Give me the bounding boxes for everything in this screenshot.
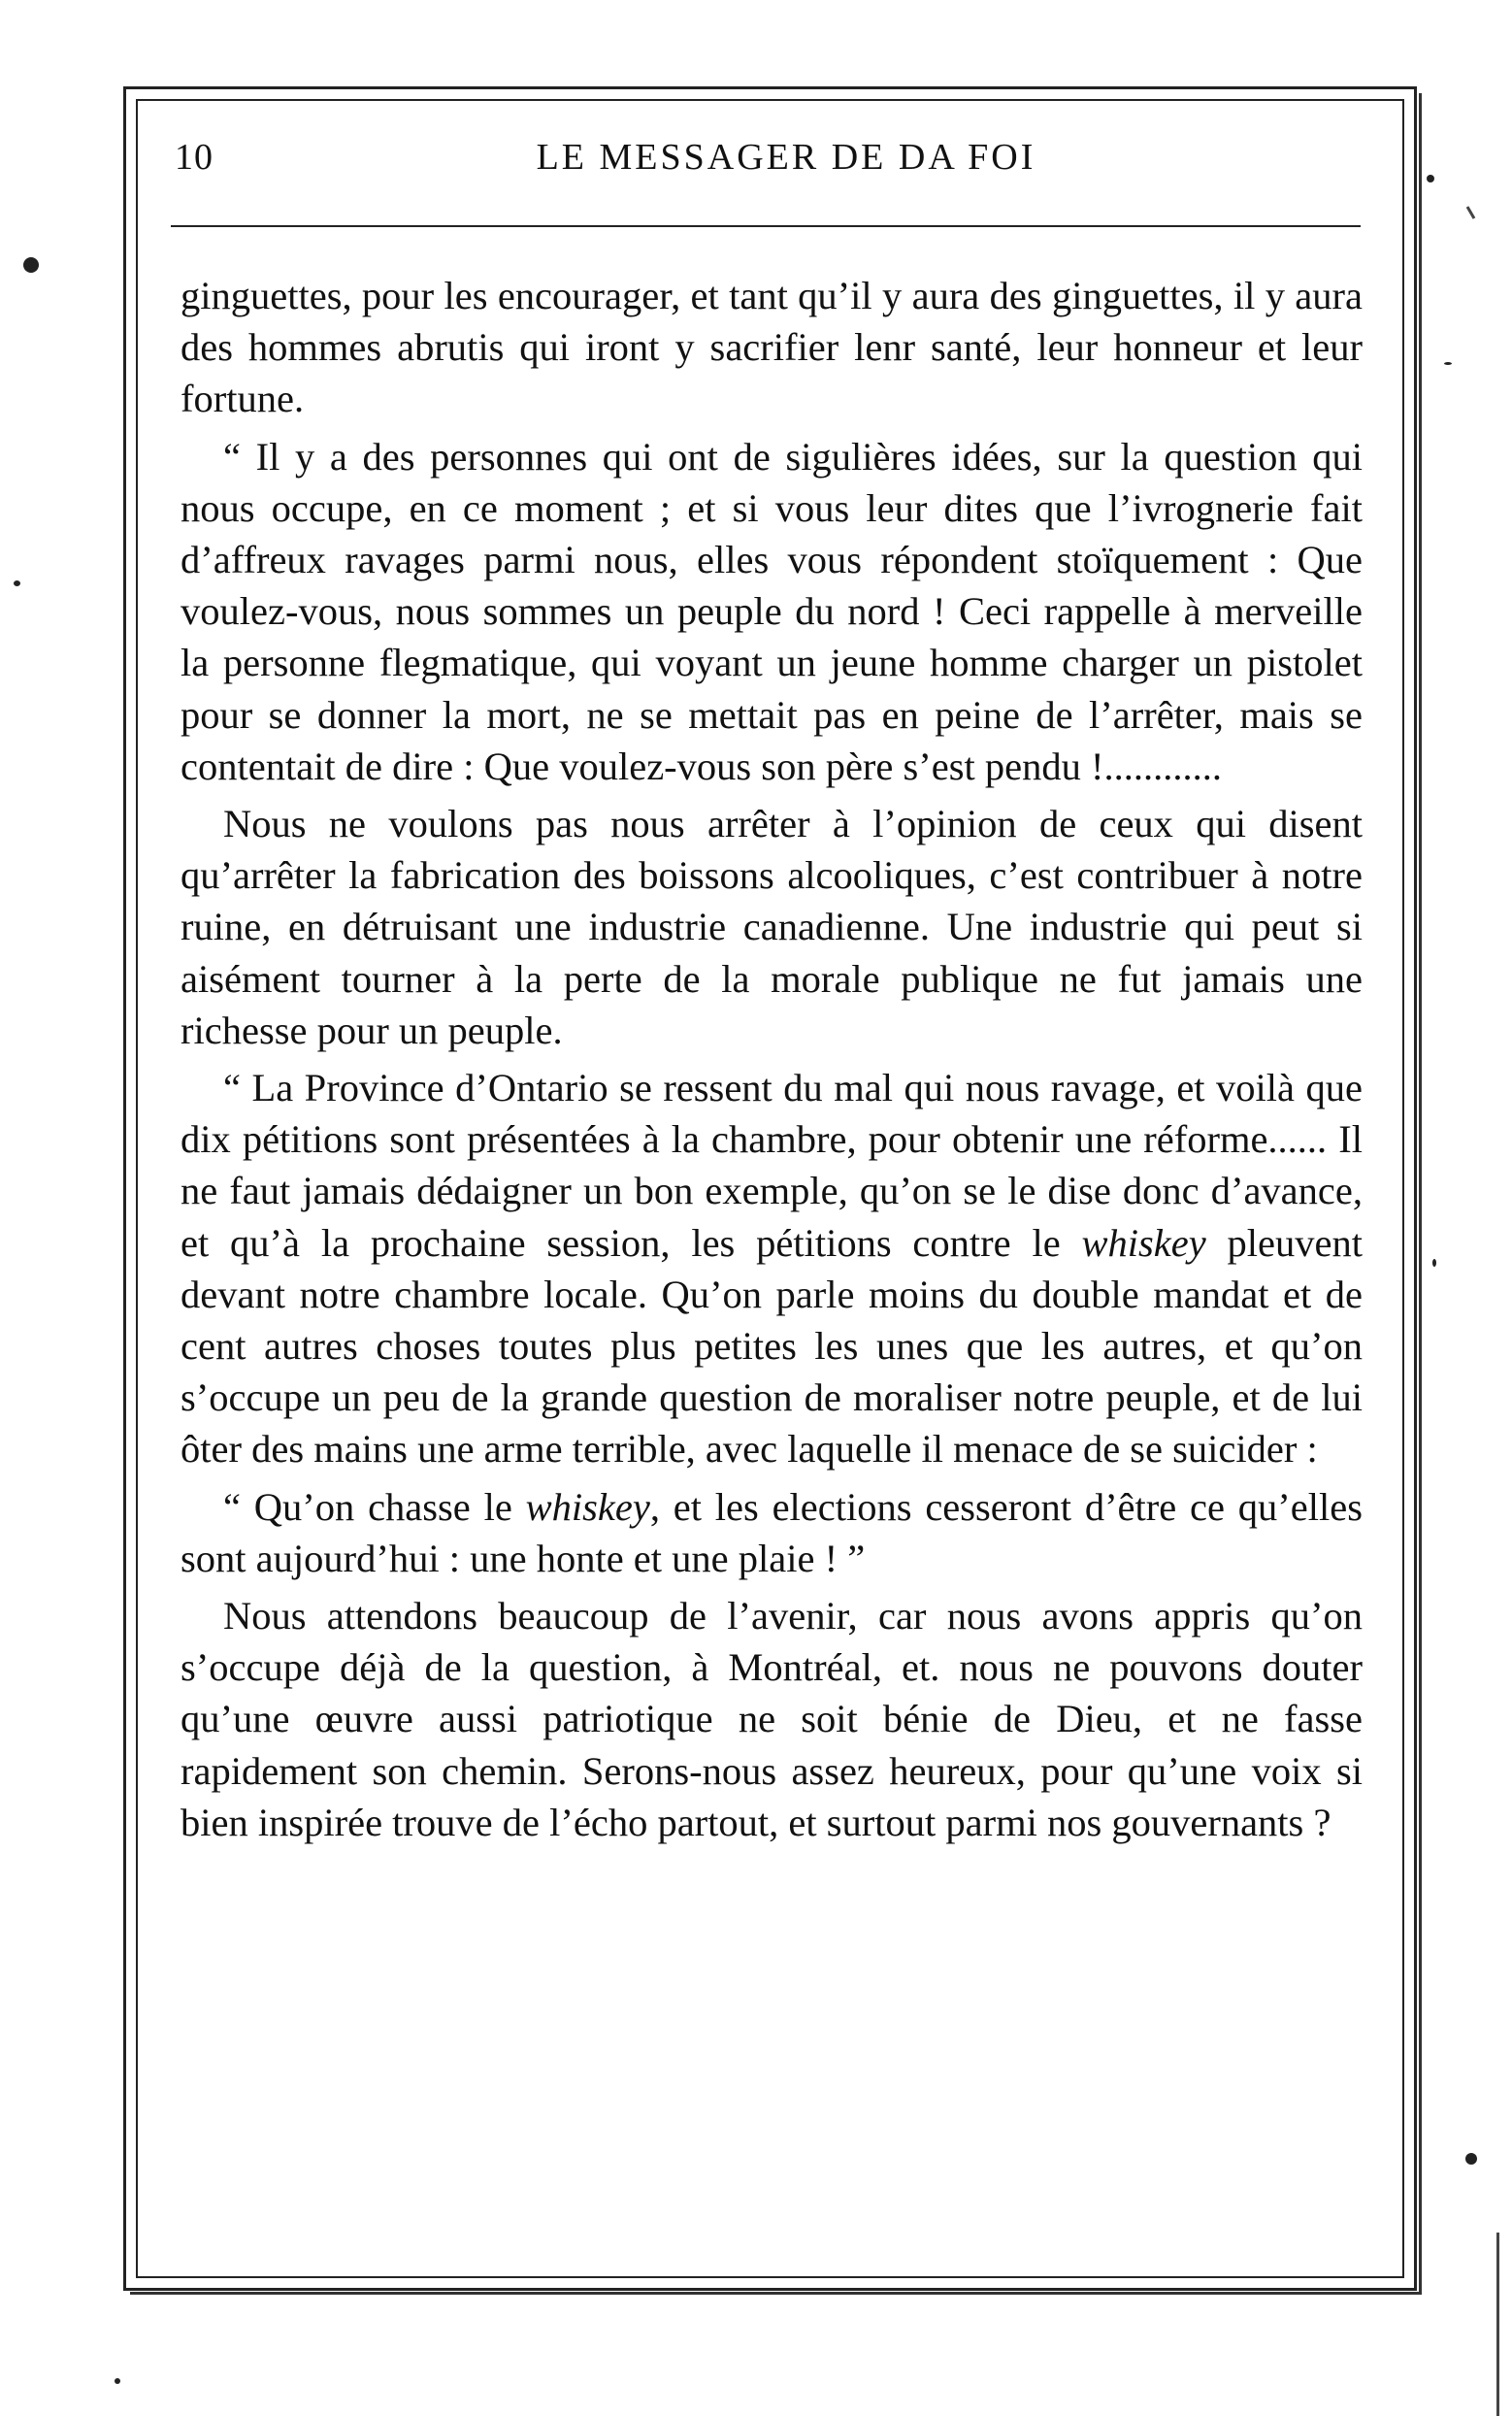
border-shadow-bottom	[130, 2292, 1422, 2295]
page-number: 10	[175, 137, 214, 178]
paragraph-5: “ Qu’on chasse le whiskey, et les elections cesseront d’être ce qu’elles sont aujourd’hui : une honte et une plaie ! ”	[181, 1484, 1364, 1580]
scan-speck	[1427, 175, 1434, 182]
journal-title: LE MESSAGER DE DA FOI	[536, 137, 1036, 178]
running-head	[175, 136, 1359, 194]
scan-speck	[115, 2378, 120, 2384]
scan-speck	[14, 580, 20, 586]
scan-speck	[1444, 362, 1452, 365]
paragraph-3: Nous ne voulons pas nous arrêter à l’opinion de ceux qui disent qu’arrêter la fabrication des boissons alcooliques, c’est contribuer à notre ruine, en détruisant une industrie canadienne. Une industrie qui peut si aisément tourner à la perte de la morale publique ne fut jamais une richesse pour un peuple.	[181, 802, 1363, 1052]
paragraph-2: “ Il y a des personnes qui ont de sigulières idées, sur la question qui nous occupe, en ce moment ; et si vous leur dites que l’ivrognerie fait d’affreux ravages parmi nous, elles vous répondent stoïquement : Que voulez-vous, nous sommes un peuple du nord ! Ceci rappelle à merveille la personne flegmatique, qui voyant un jeune homme charger un pistolet pour se donner la mort, ne se mettait pas en peine de l’arrêter, mais se contentait de dire : Que voulez-vous son père s’est pendu !............	[181, 434, 1363, 788]
article-body	[181, 270, 1363, 1848]
paragraph-1: ginguettes, pour les encourager, et tant qu’il y aura des ginguettes, il y aura des hommes abrutis qui iront y sacrifier lenr santé, leur honneur et leur fortune.	[181, 274, 1363, 421]
scan-speck	[1465, 2153, 1477, 2165]
scan-edge-mark	[1466, 206, 1476, 219]
border-shadow-right	[1419, 93, 1422, 2293]
scan-edge-mark	[1496, 2233, 1499, 2416]
scan-speck	[1432, 1259, 1436, 1267]
scan-speck	[23, 257, 39, 273]
paragraph-4: “ La Province d’Ontario se ressent du mal qui nous ravage, et voilà que dix pétitions sont présentées à la chambre, pour obtenir une réforme...... Il ne faut jamais dédaigner un bon exemple, qu’on se le dise donc d’avance, et qu’à la prochaine session, les pétitions contre le whiskey pleuvent devant notre chambre locale. Qu’on parle moins du double mandat et de cent autres choses toutes plus petites les unes que les autres, et qu’on s’occupe un peu de la grande question de moraliser notre peuple, et de lui ôter des mains une arme terrible, avec laquelle il menace de se suicider :	[181, 1066, 1363, 1472]
paragraph-6: Nous attendons beaucoup de l’avenir, car nous avons appris qu’on s’occupe déjà de la question, à Montréal, et. nous ne pouvons douter qu’une œuvre aussi patriotique ne soit bénie de Dieu, et ne fasse rapidement son chemin. Serons-nous assez heureux, pour qu’une voix si bien inspirée trouve de l’écho partout, et surtout parmi nos gouvernants ?	[181, 1594, 1363, 1844]
header-rule	[171, 225, 1361, 227]
